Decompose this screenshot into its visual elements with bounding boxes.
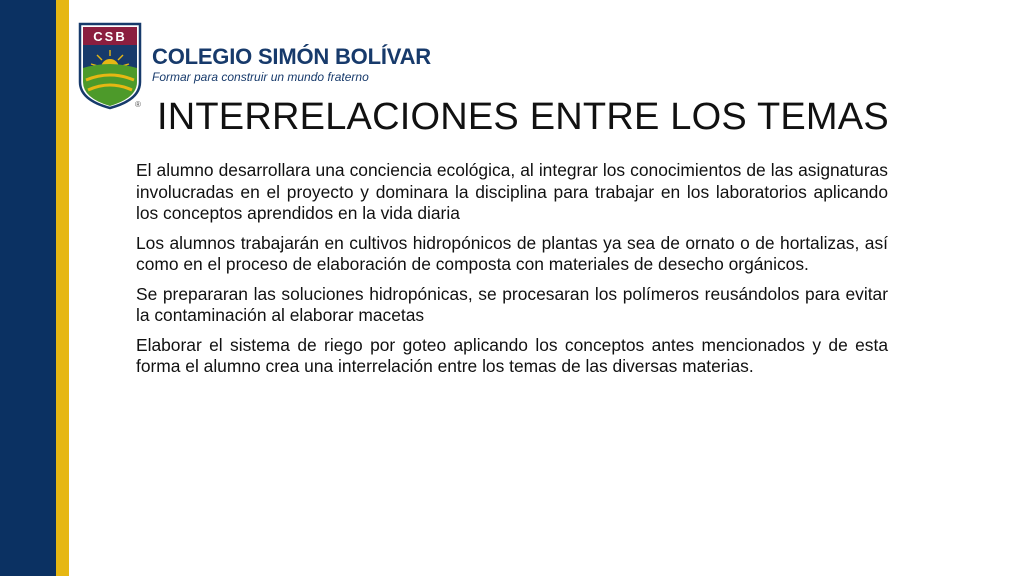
slide-body [136, 160, 888, 386]
registered-mark: ® [135, 100, 141, 109]
body-paragraph: El alumno desarrollara una conciencia ecológica, al integrar los conocimientos de las asignaturas involucradas en el proyecto y dominara la disciplina para trabajar en los laboratorios aplicando los conceptos aprendidos en la vida diaria [136, 160, 888, 223]
school-tagline: Formar para construir un mundo fraterno [152, 70, 369, 84]
school-crest-logo [78, 22, 142, 110]
school-name: COLEGIO SIMÓN BOLÍVAR [152, 44, 431, 69]
slide-title: INTERRELACIONES ENTRE LOS TEMAS [157, 96, 889, 138]
body-paragraph: Los alumnos trabajarán en cultivos hidropónicos de plantas ya sea de ornato o de hortalizas, así como en el proceso de elaboración de composta con materiales de desecho orgánicos. [136, 232, 888, 274]
body-paragraph: Elaborar el sistema de riego por goteo aplicando los conceptos antes mencionados y de esta forma el alumno crea una interrelación entre los temas de las diversas materias. [136, 334, 888, 376]
left-navy-bar [0, 0, 56, 576]
crest-initials: CSB [93, 29, 127, 44]
body-paragraph: Se prepararan las soluciones hidropónicas, se procesaran los polímeros reusándolos para evitar la contaminación al elaborar macetas [136, 283, 888, 325]
left-gold-bar [56, 0, 69, 576]
